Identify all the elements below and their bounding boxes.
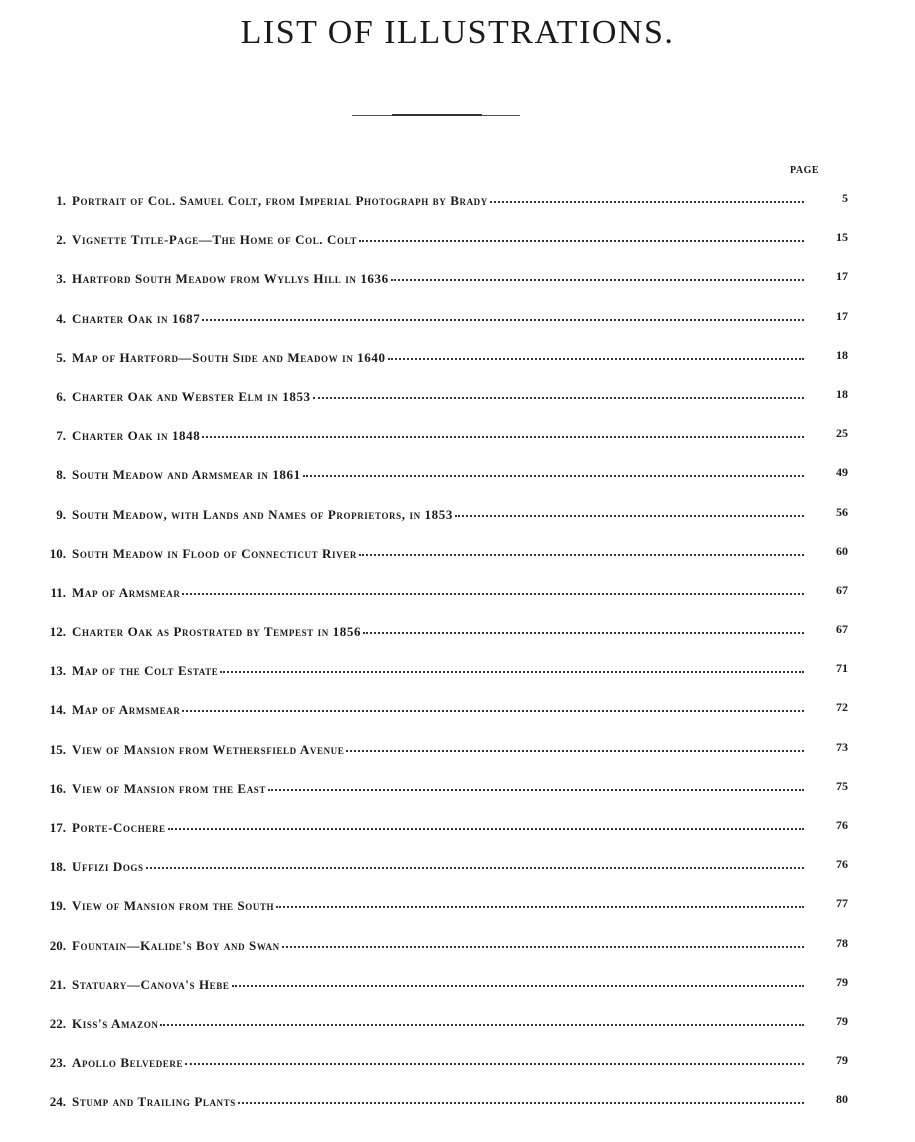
dot-leader xyxy=(359,554,804,556)
item-page-number: 18 xyxy=(836,386,848,401)
item-title: Uffizi Dogs xyxy=(72,859,144,875)
page-column-header: PAGE xyxy=(790,165,820,176)
list-item xyxy=(28,424,848,463)
item-number: 22. xyxy=(49,1015,66,1031)
list-item xyxy=(28,777,848,816)
item-title: View of Mansion from the East xyxy=(72,780,266,796)
item-page-number: 25 xyxy=(836,426,848,441)
item-number: 7. xyxy=(56,428,66,444)
item-page-number: 78 xyxy=(836,935,848,950)
item-page-number: 77 xyxy=(836,896,848,911)
page-title: LIST OF ILLUSTRATIONS. xyxy=(240,14,675,51)
item-title: Map of Hartford—South Side and Meadow in 1640 xyxy=(72,349,386,365)
dot-leader xyxy=(202,436,804,438)
item-number: 18. xyxy=(49,859,66,875)
dot-leader xyxy=(276,906,804,908)
list-item xyxy=(28,542,848,581)
list-item xyxy=(28,267,848,306)
item-page-number: 17 xyxy=(836,308,848,323)
item-title: Map of the Colt Estate xyxy=(72,663,219,679)
item-number: 20. xyxy=(49,937,66,953)
list-item xyxy=(28,659,848,698)
dot-leader xyxy=(388,358,804,360)
dot-leader xyxy=(182,710,804,712)
dot-leader xyxy=(220,671,804,673)
item-page-number: 56 xyxy=(836,504,848,519)
dot-leader xyxy=(182,593,804,595)
item-page-number: 5 xyxy=(842,191,848,205)
item-page-number: 80 xyxy=(836,1092,848,1107)
item-page-number: 49 xyxy=(836,465,848,480)
list-item xyxy=(28,934,848,973)
dot-leader xyxy=(391,279,804,281)
item-number: 8. xyxy=(56,467,66,483)
dot-leader xyxy=(313,397,804,399)
item-number: 19. xyxy=(49,898,66,914)
list-item xyxy=(28,1090,848,1129)
item-title: South Meadow and Armsmear in 1861 xyxy=(72,467,301,483)
item-number: 11. xyxy=(50,584,66,600)
item-title: Charter Oak as Prostrated by Tempest in 1856 xyxy=(72,624,362,640)
item-page-number: 18 xyxy=(836,347,848,362)
dot-leader xyxy=(359,240,804,242)
item-title: View of Mansion from the South xyxy=(72,898,275,914)
item-number: 1. xyxy=(56,193,66,208)
item-title: Portrait of Col. Samuel Colt, from Imperial Photograph by Brady xyxy=(72,193,488,208)
dot-leader xyxy=(455,515,804,517)
item-title: Map of Armsmear xyxy=(72,702,181,718)
item-number: 9. xyxy=(56,506,66,522)
dot-leader xyxy=(185,1063,804,1065)
item-page-number: 15 xyxy=(836,230,848,245)
item-number: 23. xyxy=(49,1055,66,1071)
list-item xyxy=(28,346,848,385)
item-page-number: 60 xyxy=(836,543,848,558)
item-number: 5. xyxy=(56,349,66,365)
item-number: 16. xyxy=(49,780,66,796)
item-page-number: 67 xyxy=(836,622,848,637)
dot-leader xyxy=(268,789,804,791)
item-title: View of Mansion from Wethersfield Avenue xyxy=(72,741,345,757)
item-title: Stump and Trailing Plants xyxy=(72,1094,236,1110)
item-title: Charter Oak in 1848 xyxy=(72,428,201,444)
item-number: 24. xyxy=(49,1094,66,1110)
item-title: Statuary—Canova's Hebe xyxy=(72,976,230,992)
item-page-number: 76 xyxy=(836,857,848,872)
list-item xyxy=(28,1051,848,1090)
item-page-number: 72 xyxy=(836,700,848,715)
item-number: 14. xyxy=(49,702,66,718)
item-number: 13. xyxy=(49,663,66,679)
list-item xyxy=(28,228,848,267)
item-title: South Meadow, with Lands and Names of Proprietors, in 1853 xyxy=(72,506,453,522)
item-number: 3. xyxy=(56,271,66,287)
item-title: Hartford South Meadow from Wyllys Hill in 1636 xyxy=(72,271,389,287)
item-title: South Meadow in Flood of Connecticut River xyxy=(72,545,357,561)
item-page-number: 76 xyxy=(836,818,848,832)
item-page-number: 75 xyxy=(836,778,848,793)
list-item xyxy=(28,894,848,933)
dot-leader xyxy=(363,632,804,634)
illustrations-list xyxy=(28,189,848,1130)
dot-leader xyxy=(232,985,805,987)
list-item xyxy=(28,189,848,228)
list-item xyxy=(28,503,848,542)
item-number: 21. xyxy=(49,976,66,992)
list-item xyxy=(28,385,848,424)
item-title: Apollo Belvedere xyxy=(72,1055,184,1071)
list-item xyxy=(28,463,848,502)
dot-leader xyxy=(346,750,804,752)
item-number: 10. xyxy=(49,545,66,561)
dot-leader xyxy=(282,946,804,948)
dot-leader xyxy=(238,1102,804,1104)
dot-leader xyxy=(160,1024,804,1026)
item-number: 15. xyxy=(49,741,66,757)
item-title: Fountain—Kalide's Boy and Swan xyxy=(72,937,280,953)
item-title: Map of Armsmear xyxy=(72,584,181,600)
dot-leader xyxy=(202,319,804,321)
item-page-number: 79 xyxy=(836,1053,848,1068)
item-number: 6. xyxy=(56,388,66,404)
item-number: 17. xyxy=(49,820,66,835)
dot-leader xyxy=(303,475,804,477)
item-number: 4. xyxy=(56,310,66,326)
list-item xyxy=(28,620,848,659)
item-title: Kiss's Amazon xyxy=(72,1015,159,1031)
list-item xyxy=(28,1012,848,1051)
item-number: 12. xyxy=(49,624,66,640)
item-title: Vignette Title-Page—The Home of Col. Colt xyxy=(72,232,357,248)
item-page-number: 71 xyxy=(836,661,848,676)
item-title: Charter Oak and Webster Elm in 1853 xyxy=(72,388,311,404)
item-page-number: 67 xyxy=(836,582,848,597)
item-page-number: 17 xyxy=(836,269,848,284)
dot-leader xyxy=(490,201,804,203)
list-item xyxy=(28,698,848,737)
list-item xyxy=(28,307,848,346)
list-item xyxy=(28,816,848,855)
item-title: Porte-Cochere xyxy=(72,820,166,835)
item-page-number: 73 xyxy=(836,739,848,754)
item-number: 2. xyxy=(56,232,66,248)
list-item xyxy=(28,855,848,894)
item-page-number: 79 xyxy=(836,1013,848,1028)
item-title: Charter Oak in 1687 xyxy=(72,310,201,326)
list-item xyxy=(28,973,848,1012)
list-item xyxy=(28,581,848,620)
dot-leader xyxy=(168,828,804,830)
item-page-number: 79 xyxy=(836,974,848,989)
title-rule-center xyxy=(392,114,482,116)
dot-leader xyxy=(146,867,804,869)
list-item xyxy=(28,738,848,777)
